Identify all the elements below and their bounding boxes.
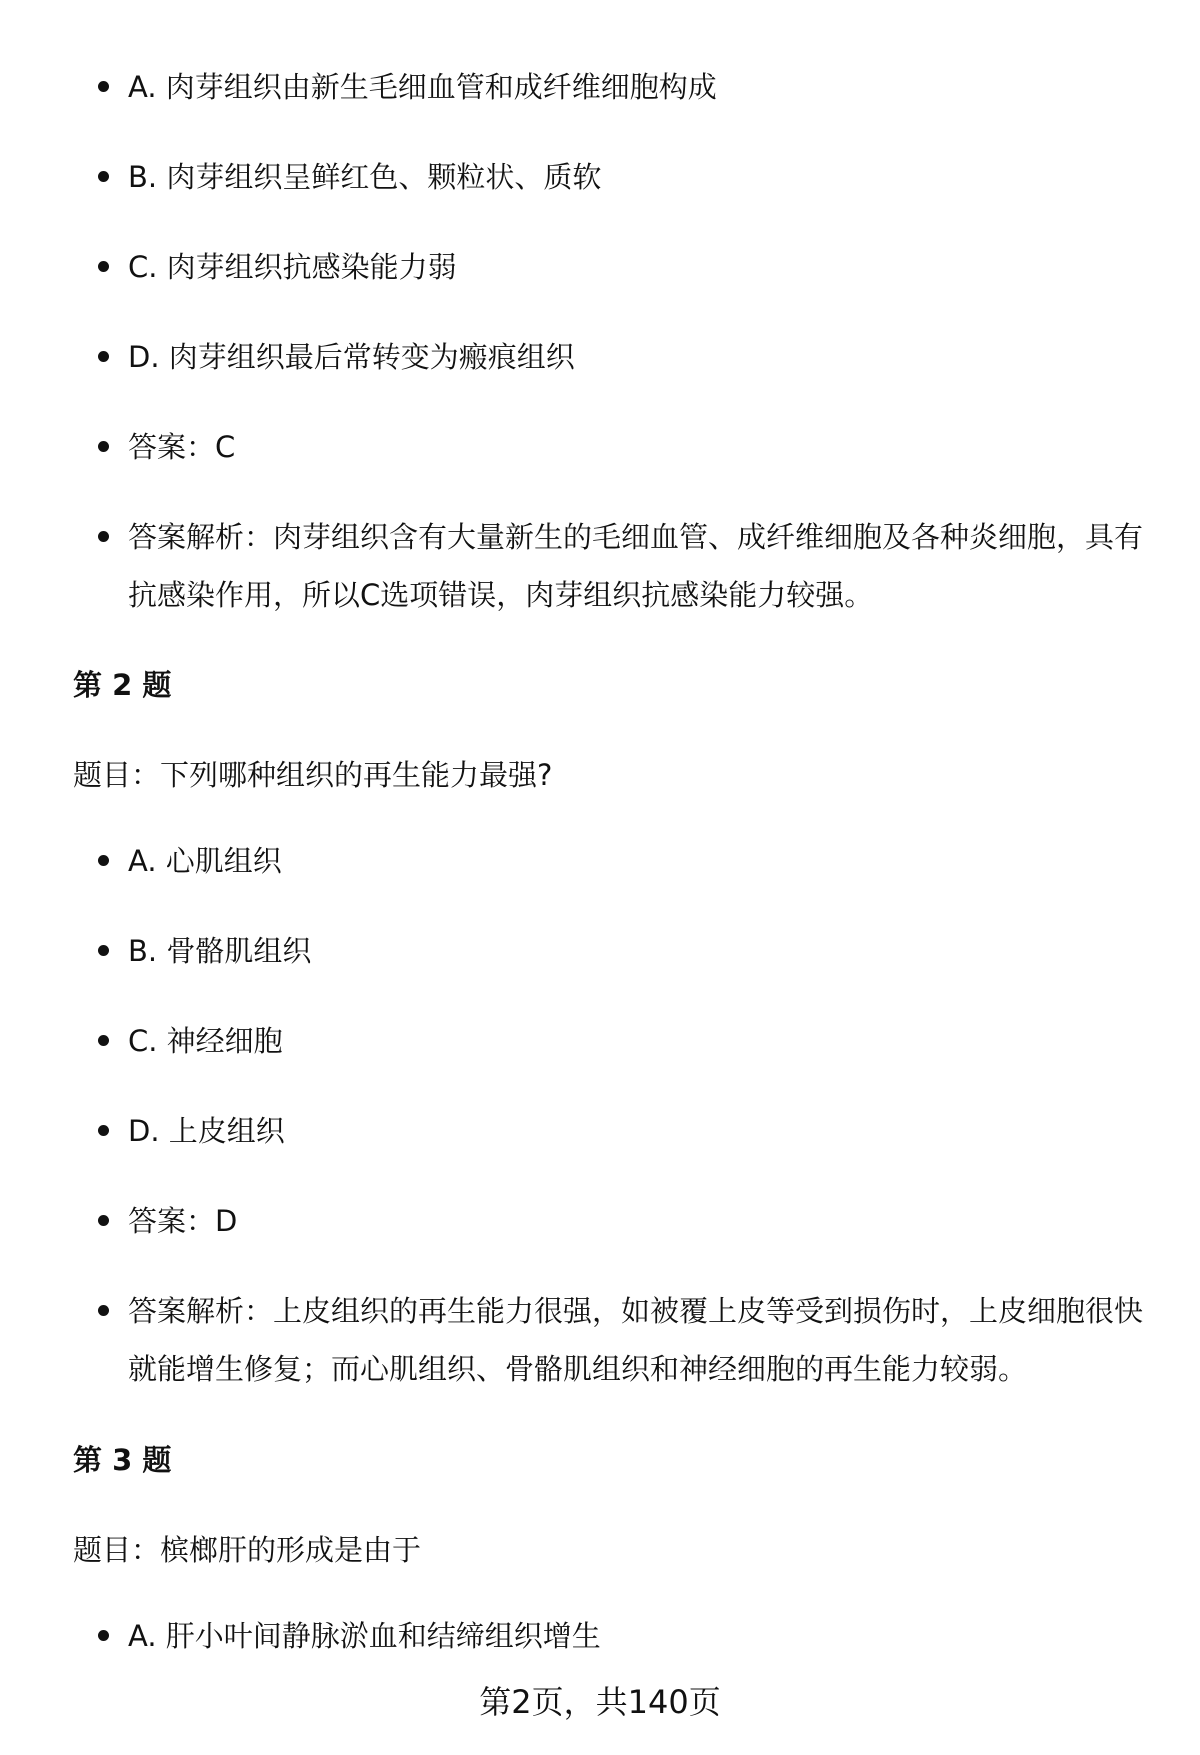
option-text: A. 肉芽组织由新生毛细血管和成纤维细胞构成: [128, 70, 717, 104]
option-text: B. 肉芽组织呈鲜红色、颗粒状、质软: [128, 160, 602, 194]
bullet-icon: [98, 261, 109, 272]
bullet-icon: [98, 351, 109, 362]
option-text: C. 神经细胞: [128, 1024, 283, 1058]
bullet-icon: [98, 1125, 109, 1136]
bullet-icon: [98, 1630, 109, 1641]
option-text: A. 肝小叶间静脉淤血和结缔组织增生: [128, 1619, 601, 1653]
option-text: B. 骨骼肌组织: [128, 934, 312, 968]
answer-text: 答案：C: [128, 430, 236, 464]
option-text: D. 肉芽组织最后常转变为瘢痕组织: [128, 340, 575, 374]
bullet-icon: [98, 531, 109, 542]
bullet-icon: [98, 441, 109, 452]
bullet-icon: [98, 855, 109, 866]
option-text: A. 心肌组织: [128, 844, 282, 878]
question-heading: 第 3 题: [73, 1443, 172, 1477]
analysis-text: 答案解析：肉芽组织含有大量新生的毛细血管、成纤维细胞及各种炎细胞，具有抗感染作用，所以C选项错误，肉芽组织抗感染能力较强。: [128, 520, 1144, 612]
answer-text: 答案：D: [128, 1204, 238, 1238]
bullet-icon: [98, 171, 109, 182]
question-heading: 第 2 题: [73, 668, 172, 702]
analysis-text: 答案解析：上皮组织的再生能力很强，如被覆上皮等受到损伤时，上皮细胞很快就能增生修复；而心肌组织、骨骼肌组织和神经细胞的再生能力较弱。: [128, 1294, 1144, 1386]
question-stem: 题目：槟榔肝的形成是由于: [73, 1533, 422, 1567]
question-stem: 题目：下列哪种组织的再生能力最强?: [73, 758, 553, 792]
bullet-icon: [98, 1305, 109, 1316]
page-number-footer: 第2页，共140页: [479, 1683, 721, 1721]
option-text: D. 上皮组织: [128, 1114, 285, 1148]
bullet-icon: [98, 945, 109, 956]
option-text: C. 肉芽组织抗感染能力弱: [128, 250, 457, 284]
bullet-icon: [98, 1035, 109, 1046]
bullet-icon: [98, 81, 109, 92]
bullet-icon: [98, 1215, 109, 1226]
